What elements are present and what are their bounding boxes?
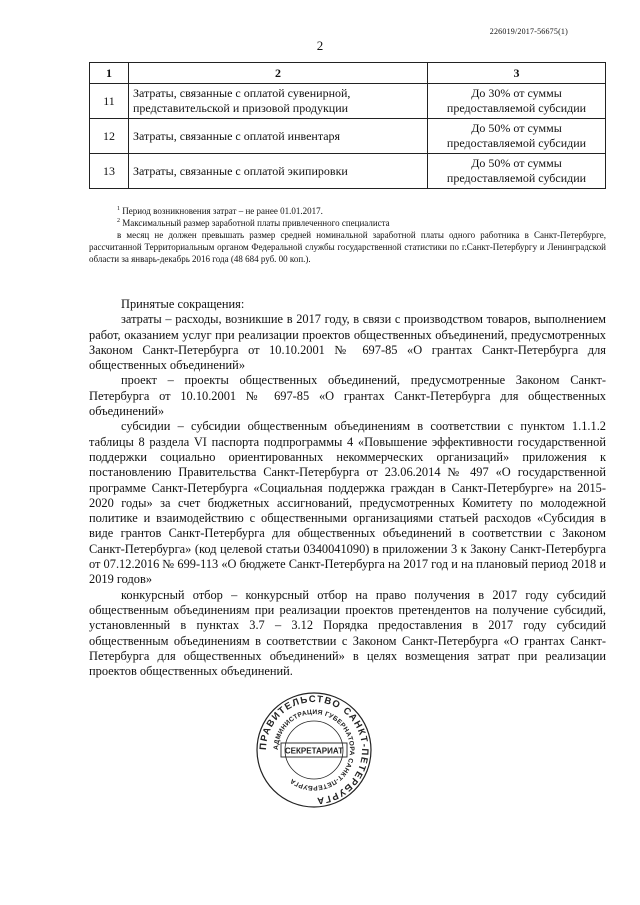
footnote-text: Период возникновения затрат – не ранее 01.01.2017. [122,206,323,216]
document-number: 226019/2017-56675(1) [489,27,568,36]
footnotes [89,205,606,265]
abbreviations-section [89,297,606,679]
column-header: 2 [129,63,428,84]
footnote-mark: 2 [117,218,120,224]
footnote-continuation [89,229,606,265]
seal-center-text: СЕКРЕТАРИАТ [284,746,344,756]
footnote-text: Максимальный размер заработной платы привлеченного специалиста [122,218,390,228]
definition-paragraph: конкурсный отбор – конкурсный отбор на право получения в 2017 году субсидий общественным объединениям при реализации проектов претендентов на получение субсидий, установленный в пунктах 3.7 – 3.12 Порядка предоставления в 2017 году субсидий общественным объединениям в соответствии с Законом Санкт-Петербурга «О грантах Санкт-Петербурга для общественных объединений» в целях возмещения затрат при реализации проектов общественных объединений. [89,587,606,679]
table-header-row [90,63,606,84]
footnote-text: в месяц не должен превышать размер средней номинальной заработной платы одного работника в Санкт-Петербурге, рассчитанной Территориальным органом Федеральной службы государственной статистики по г.Санкт-Петербургу и Ленинградской области за январь-декабрь 2016 года (48 684 руб. 00 коп.). [89,230,606,264]
costs-table [89,62,606,189]
column-header: 1 [90,63,129,84]
table-row [90,119,606,154]
abbreviations-heading: Принятые сокращения: [121,297,245,311]
footnote [89,217,606,229]
cost-item: Затраты, связанные с оплатой экипировки [129,154,428,189]
secretariat-seal [254,690,374,810]
row-number: 13 [90,154,129,189]
cost-limit: До 50% от суммы предоставляемой субсидии [428,119,606,154]
seal-inner-text: АДМИНИСТРАЦИЯ ГУБЕРНАТОРА САНКТ-ПЕТЕРБУРГА [272,708,356,792]
cost-item: Затраты, связанные с оплатой инвентаря [129,119,428,154]
page-number: 2 [316,38,324,53]
footnote-mark: 1 [117,206,120,212]
row-number: 11 [90,84,129,119]
definition-paragraph: субсидии – субсидии общественным объединениям в соответствии с пунктом 1.1.1.2 таблицы 8 раздела VI паспорта подпрограммы 4 «Повышение эффективности государственной поддержки социально ориентированных некоммерческих организаций» приложения к постановлению Правительства Санкт-Петербурга от 23.06.2014 № 497 «О государственной программе Санкт-Петербурга «Социальная поддержка граждан в Санкт-Петербурге» на 2015-2020 годы» за счет бюджетных ассигнований, предусмотренных Комитету по молодежной политике и взаимодействию с общественными организациями статьей расходов «Субсидия в виде грантов Санкт-Петербурга для общественных объединений в соответствии с Законом Санкт-Петербурга» (код целевой статьи 0340041090) в приложении 3 к Закону Санкт-Петербурга от 07.12.2016 № 699-113 «О бюджете Санкт-Петербурга на 2017 год и на плановый период 2018 и 2019 годов» [89,419,606,587]
table-row [90,84,606,119]
footnote [89,205,606,217]
definition-paragraph: затраты – расходы, возникшие в 2017 году, в связи с производством товаров, выполнением работ, оказанием услуг при реализации проектов общественных объединений, предусмотренных Законом Санкт-Петербурга от 10.10.2001 № 697-85 «О грантах Санкт-Петербурга для общественных объединений» [89,312,606,373]
table-row [90,154,606,189]
cost-item: Затраты, связанные с оплатой сувенирной, представительской и призовой продукции [129,84,428,119]
cost-limit: До 50% от суммы предоставляемой субсидии [428,154,606,189]
definition-paragraph: проект – проекты общественных объединений, предусмотренные Законом Санкт-Петербурга от 10.10.2001 № 697-85 «О грантах Санкт-Петербурга для общественных объединений» [89,373,606,419]
seal-outer-text: ПРАВИТЕЛЬСТВО САНКТ-ПЕТЕРБУРГА [257,693,371,807]
row-number: 12 [90,119,129,154]
cost-limit: До 30% от суммы предоставляемой субсидии [428,84,606,119]
column-header: 3 [428,63,606,84]
